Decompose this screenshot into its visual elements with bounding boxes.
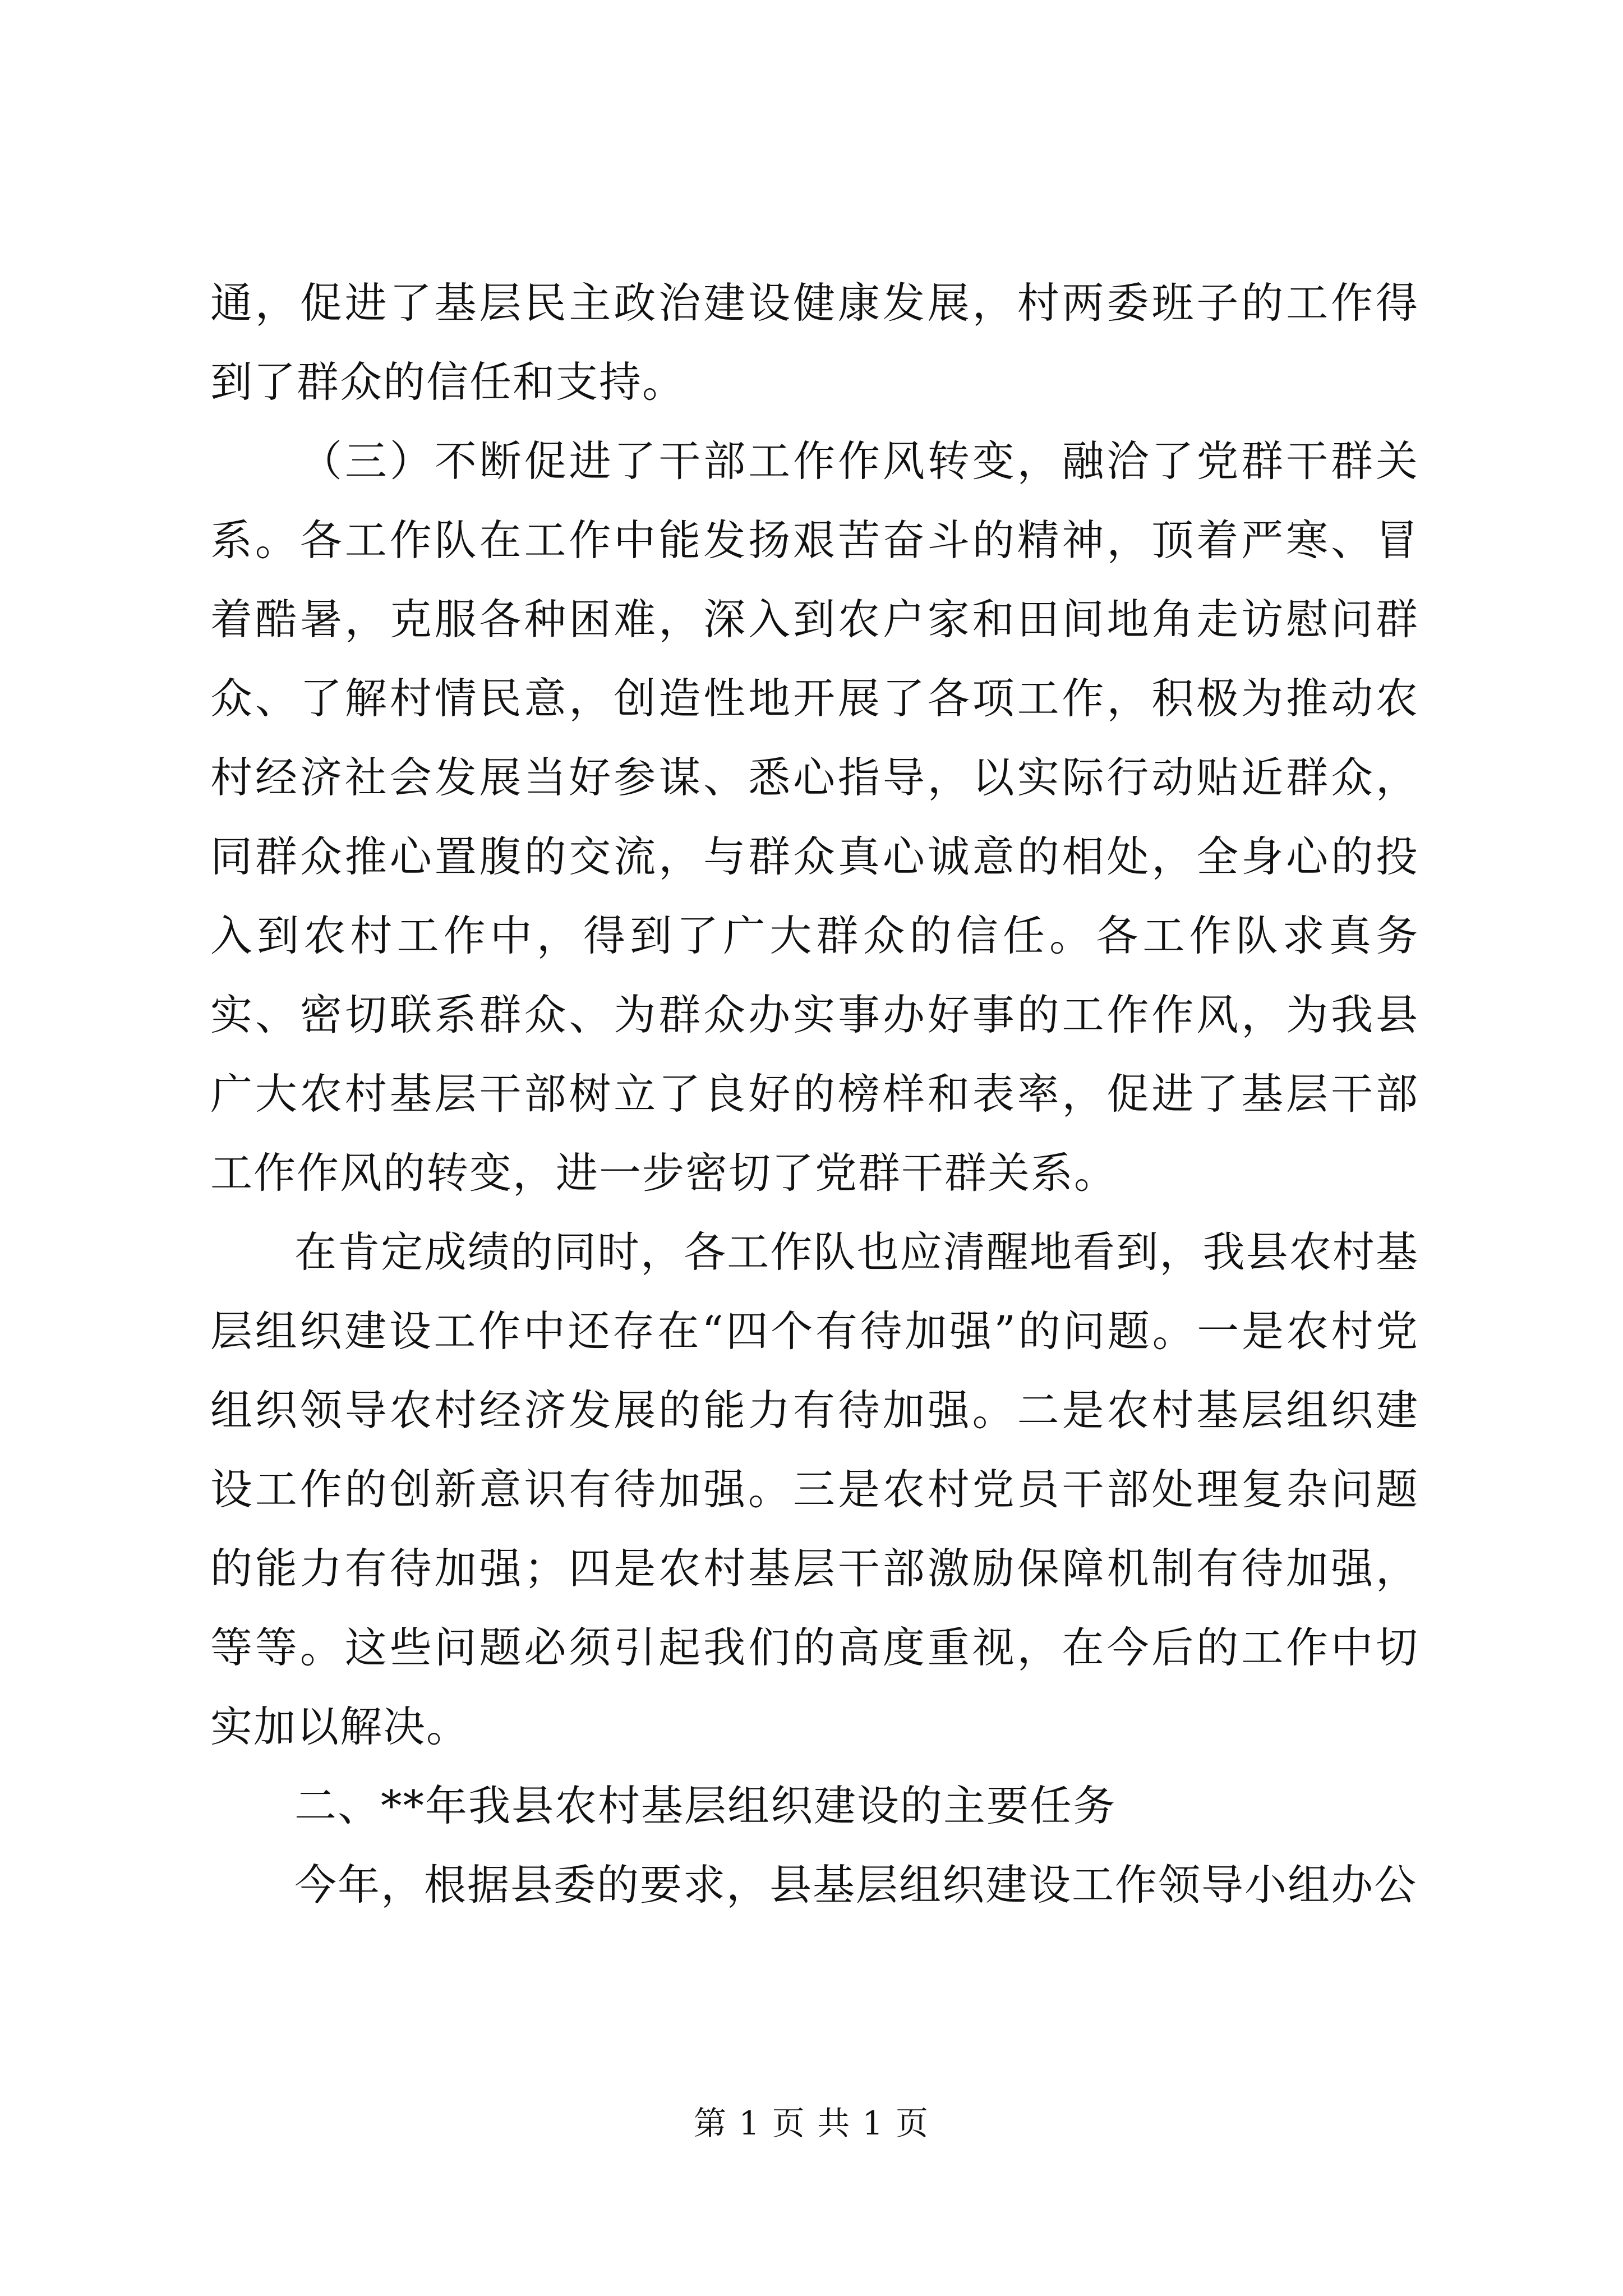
document-body [210, 264, 1419, 1925]
paragraph-this-year: 今年，根据县委的要求，县基层组织建设工作领导小组办公 [294, 1860, 1418, 1910]
page-footer: 第 1 页 共 1 页 [694, 2104, 929, 2142]
paragraph-problems: 在肯定成绩的同时，各工作队也应清醒地看到，我县农村基层组织建设工作中还存在“四个有待加强”的问题。一是农村党组织领导农村经济发展的能力有待加强。二是农村基层组织建设工作的创新意识有待加强。三是农村党员干部处理复杂问题的能力有待加强；四是农村基层干部激励保障机制有待加强，等等。这些问题必须引起我们的高度重视，在今后的工作中切实加以解决。 [210, 1227, 1419, 1751]
paragraph-section-three: （三）不断促进了干部工作作风转变，融洽了党群干群关系。各工作队在工作中能发扬艰苦奋斗的精神，顶着严寒、冒着酷暑，克服各种困难，深入到农户家和田间地角走访慰问群众、了解村情民意，创造性地开展了各项工作，积极为推动农村经济社会发展当好参谋、悉心指导，以实际行动贴近群众，同群众推心置腹的交流，与群众真心诚意的相处，全身心的投入到农村工作中，得到了广大群众的信任。各工作队求真务实、密切联系群众、为群众办实事办好事的工作作风，为我县广大农村基层干部树立了良好的榜样和表率，促进了基层干部工作作风的转变，进一步密切了党群干群关系。 [210, 436, 1419, 1198]
paragraph-continuation: 通，促进了基层民主政治建设健康发展，村两委班子的工作得到了群众的信任和支持。 [210, 278, 1419, 407]
section-heading-main-tasks: 二、**年我县农村基层组织建设的主要任务 [294, 1781, 1117, 1830]
